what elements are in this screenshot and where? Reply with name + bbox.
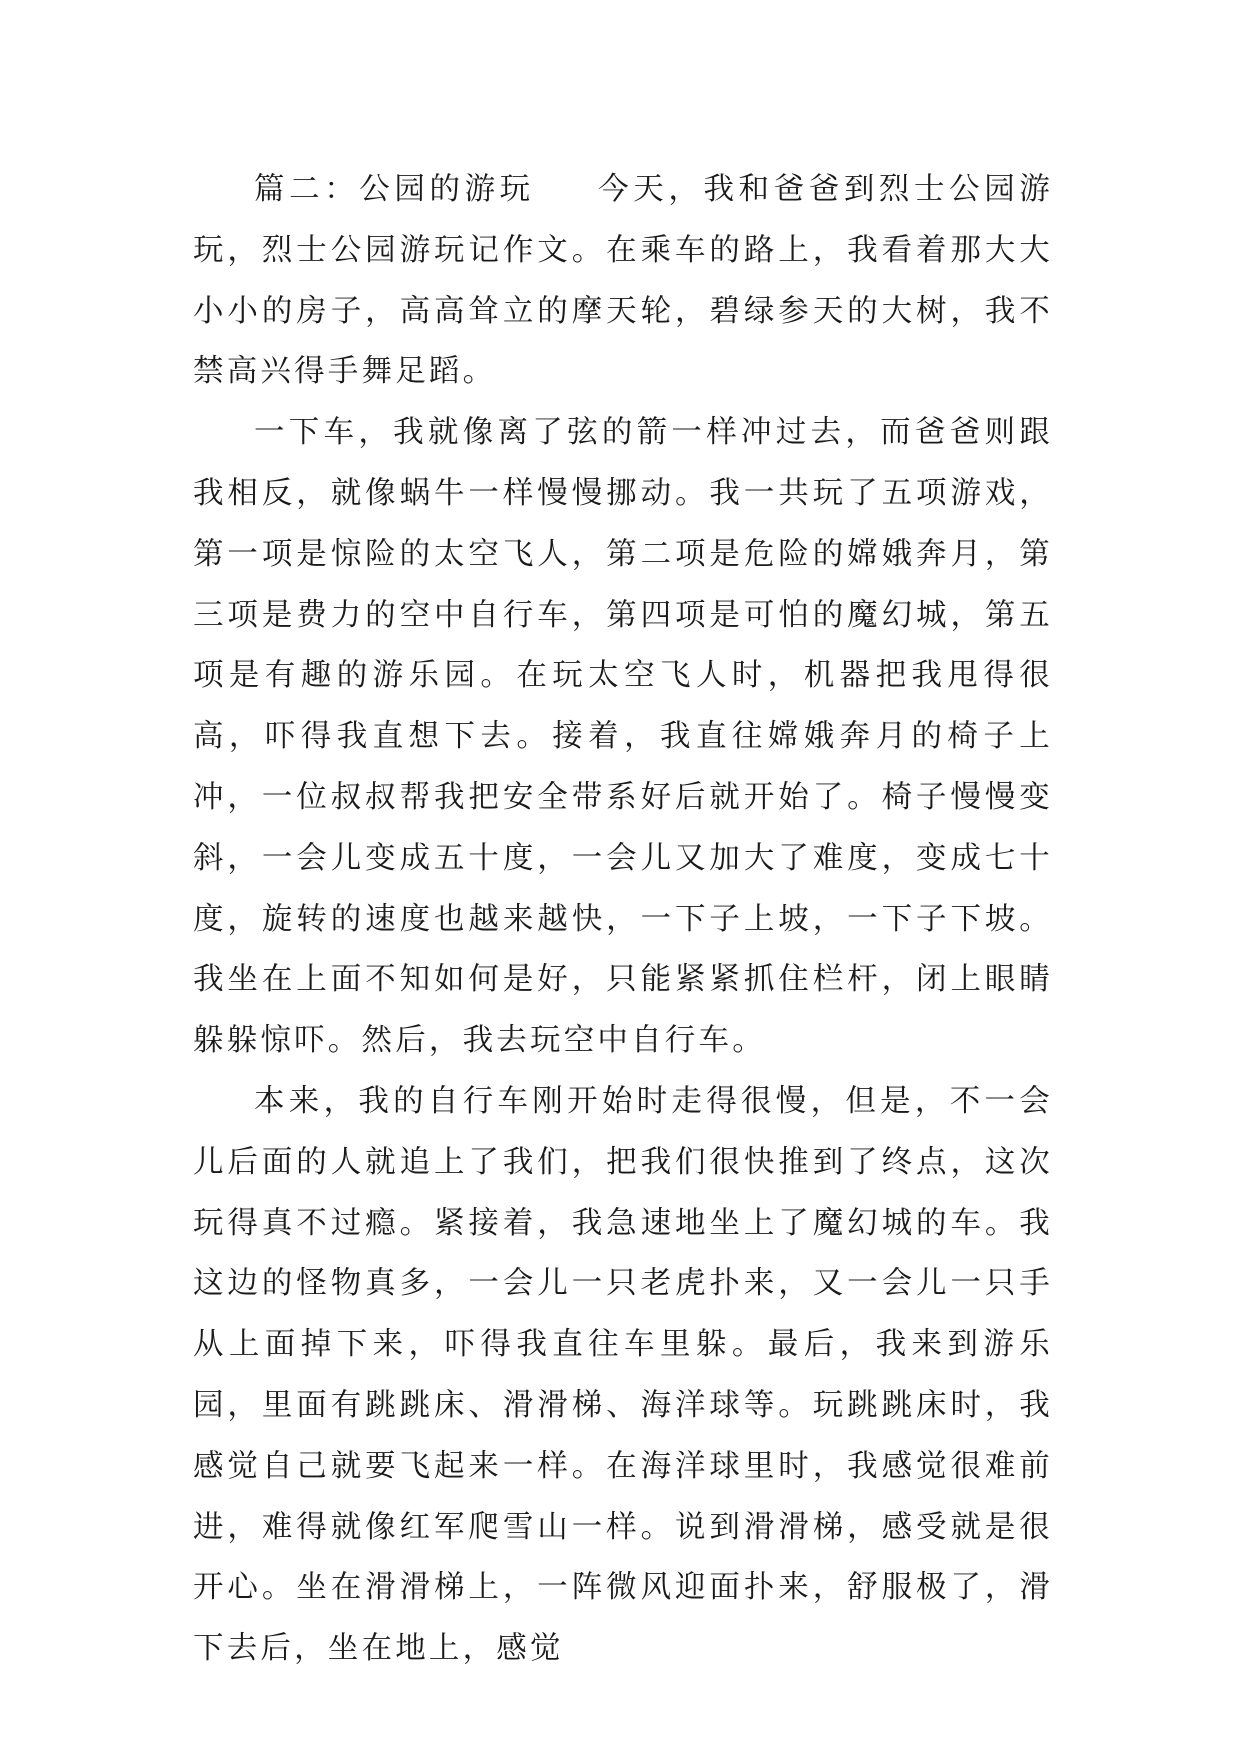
article-body: [193, 160, 1053, 1680]
paragraph: 一下车，我就像离了弦的箭一样冲过去，而爸爸则跟我相反，就像蜗牛一样慢慢挪动。我一共玩了五项游戏，第一项是惊险的太空飞人，第二项是危险的嫦娥奔月，第三项是费力的空中自行车，第四项是可怕的魔幻城，第五项是有趣的游乐园。在玩太空飞人时，机器把我甩得很高，吓得我直想下去。接着，我直往嫦娥奔月的椅子上冲，一位叔叔帮我把安全带系好后就开始了。椅子慢慢变斜，一会儿变成五十度，一会儿又加大了难度，变成七十度，旋转的速度也越来越快，一下子上坡，一下子下坡。我坐在上面不知如何是好，只能紧紧抓住栏杆，闭上眼睛躲躲惊吓。然后，我去玩空中自行车。: [193, 415, 1053, 1059]
paragraph-intro: [193, 160, 1053, 403]
paragraph-text: 今天，我和爸爸到烈士公园游玩，烈士公园游玩记作文。在乘车的路上，我看着那大大小小的房子，高高耸立的摩天轮，碧绿参天的大树，我不禁高兴得手舞足蹈。: [193, 172, 1053, 390]
paragraph: 本来，我的自行车刚开始时走得很慢，但是，不一会儿后面的人就追上了我们，把我们很快推到了终点，这次玩得真不过瘾。紧接着，我急速地坐上了魔幻城的车。我这边的怪物真多，一会儿一只老虎扑来，又一会儿一只手从上面掉下来，吓得我直往车里躲。最后，我来到游乐园，里面有跳跳床、滑滑梯、海洋球等。玩跳跳床时，我感觉自己就要飞起来一样。在海洋球里时，我感觉很难前进，难得就像红军爬雪山一样。说到滑滑梯，感受就是很开心。坐在滑滑梯上，一阵微风迎面扑来，舒服极了，滑下去后，坐在地上，感觉: [193, 1083, 1053, 1667]
article-title: 篇二：公园的游玩: [254, 172, 535, 207]
